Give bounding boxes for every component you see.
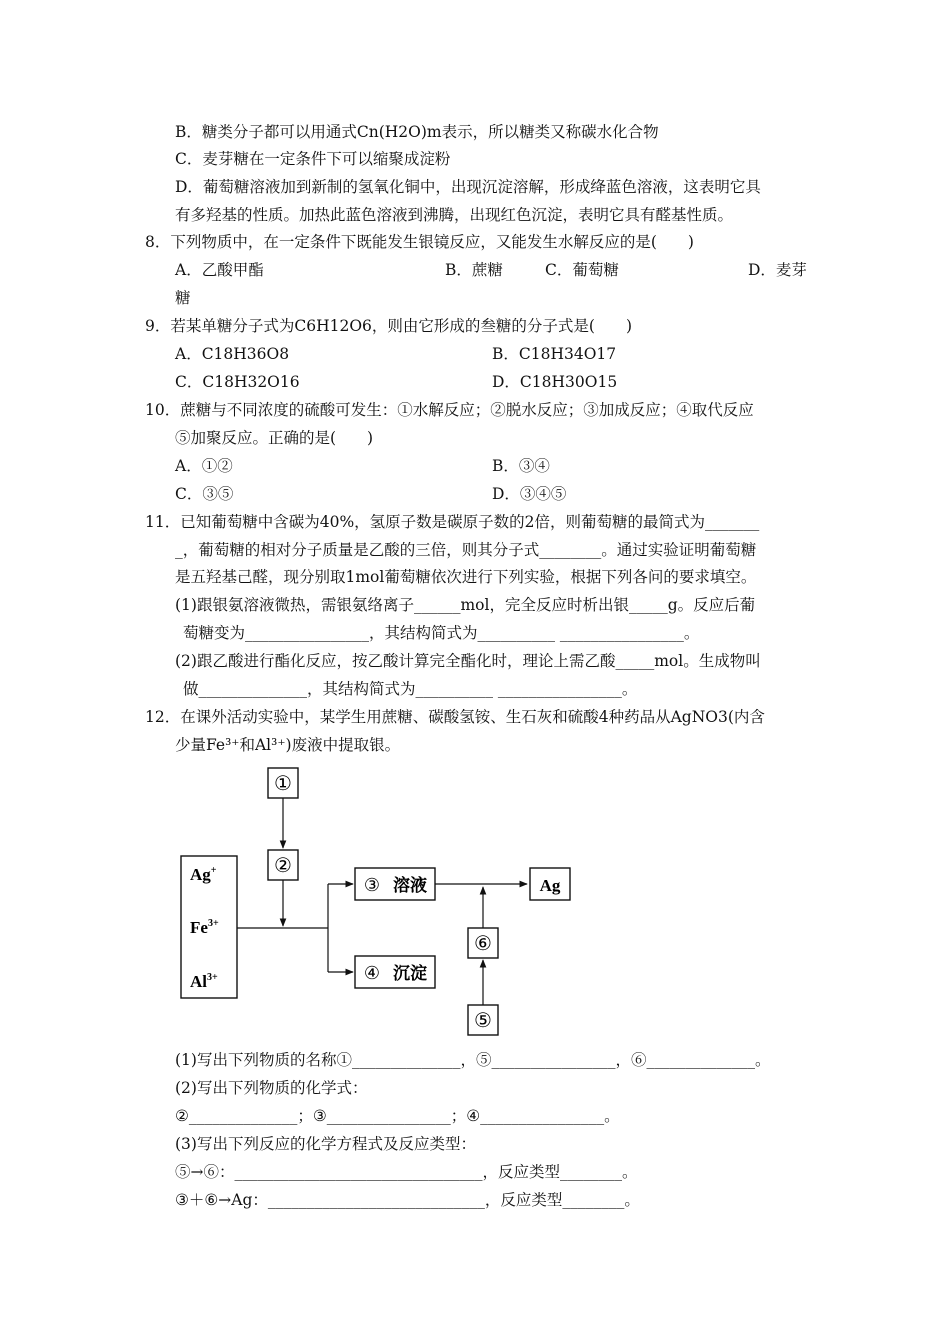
- q12-part1: (1)写出下列物质的名称①______________，⑤________________，⑥______________。: [175, 1051, 771, 1069]
- q9-option-d: D．C18H30O15: [492, 373, 618, 391]
- q11-part2-line2: 做______________，其结构简式为__________ ________________。: [183, 680, 638, 698]
- label-5: ⑤: [474, 1010, 492, 1032]
- q11-line3: 是五羟基己醛，现分别取1mol葡萄糖依次进行下列实验，根据下列各问的要求填空。: [175, 568, 757, 586]
- q10-option-b: B．③④: [492, 457, 550, 475]
- label-6: ⑥: [474, 933, 492, 955]
- silver-label: Ag: [539, 876, 561, 895]
- q12-stem-line2: 少量Fe³⁺和Al³⁺)废液中提取银。: [175, 736, 401, 754]
- q11-line2: _，葡萄糖的相对分子质量是乙酸的三倍，则其分子式________。通过实验证明葡萄糖: [175, 541, 757, 559]
- q11-line1: 11．已知葡萄糖中含碳为40%，氢原子数是碳原子数的2倍，则葡萄糖的最简式为_______: [145, 513, 760, 531]
- q7-option-d-line1: D．葡萄糖溶液加到新制的氢氧化铜中，出现沉淀溶解，形成绛蓝色溶液，这表明它具: [175, 178, 761, 196]
- q10-stem-line1: 10．蔗糖与不同浓度的硫酸可发生：①水解反应；②脱水反应；③加成反应；④取代反应: [145, 401, 754, 419]
- solution-label: 溶液: [393, 876, 427, 895]
- q7-option-b: B．糖类分子都可以用通式Cn(H2O)m表示，所以糖类又称碳水化合物: [175, 123, 659, 141]
- q12-part3: (3)写出下列反应的化学方程式及反应类型：: [175, 1135, 476, 1153]
- q9-option-b: B．C18H34O17: [492, 345, 617, 363]
- ion-ag-label: Ag+: [190, 865, 217, 884]
- q8-option-d: D．麦芽: [748, 261, 807, 279]
- label-4: ④: [363, 963, 381, 983]
- precipitate-label: 沉淀: [393, 964, 427, 983]
- ion-fe-label: $Fe^{3+}$: [190, 918, 219, 937]
- q8-option-c: C．葡萄糖: [545, 261, 619, 279]
- q9-stem: 9．若某单糖分子式为C6H12O6，则由它形成的叁糖的分子式是( ): [145, 317, 632, 335]
- q11-part1-line1: (1)跟银氨溶液微热，需银氨络离子______mol，完全反应时析出银_____g。反应后葡: [175, 596, 756, 614]
- label-1: ①: [274, 773, 292, 795]
- q10-option-d: D．③④⑤: [492, 485, 567, 503]
- q7-option-d-line2: 有多羟基的性质。加热此蓝色溶液到沸腾，出现红色沉淀，表明它具有醛基性质。: [175, 206, 734, 224]
- q8-option-a: A．乙酸甲酯: [175, 261, 264, 279]
- q9-option-c: C．C18H32O16: [175, 373, 300, 391]
- q12-part2-answers: ②______________；③________________；④________________。: [175, 1107, 620, 1125]
- q10-option-c: C．③⑤: [175, 485, 234, 503]
- label-2: ②: [274, 855, 292, 877]
- q9-option-a: A．C18H36O8: [175, 345, 290, 363]
- q12-part2: (2)写出下列物质的化学式：: [175, 1079, 368, 1097]
- q8-option-b: B．蔗糖: [445, 261, 503, 279]
- q7-option-c: C．麦芽糖在一定条件下可以缩聚成淀粉: [175, 150, 451, 168]
- q11-part1-line2: 萄糖变为________________，其结构简式为__________ ________________。: [183, 624, 700, 642]
- silver-extraction-flow-diagram: [170, 760, 590, 1050]
- q11-part2-line1: (2)跟乙酸进行酯化反应，按乙酸计算完全酯化时，理论上需乙酸_____mol。生成物叫: [175, 652, 761, 670]
- q12-part3-reaction2: ③＋⑥→Ag：____________________________，反应类型________。: [175, 1191, 640, 1209]
- q10-stem-line2: ⑤加聚反应。正确的是( ): [175, 429, 374, 447]
- q8-option-d-continued: 糖: [175, 289, 191, 307]
- q10-option-a: A．①②: [175, 457, 233, 475]
- ion-al-label: $Al^{3+}$: [190, 972, 218, 991]
- label-3: ③: [363, 875, 381, 895]
- q12-stem-line1: 12．在课外活动实验中，某学生用蔗糖、碳酸氢铵、生石灰和硫酸4种药品从AgNO3(内含: [145, 708, 765, 726]
- q8-stem: 8．下列物质中，在一定条件下既能发生银镜反应，又能发生水解反应的是( ): [145, 233, 694, 251]
- q12-part3-reaction1: ⑤→⑥：________________________________，反应类型________。: [175, 1163, 638, 1181]
